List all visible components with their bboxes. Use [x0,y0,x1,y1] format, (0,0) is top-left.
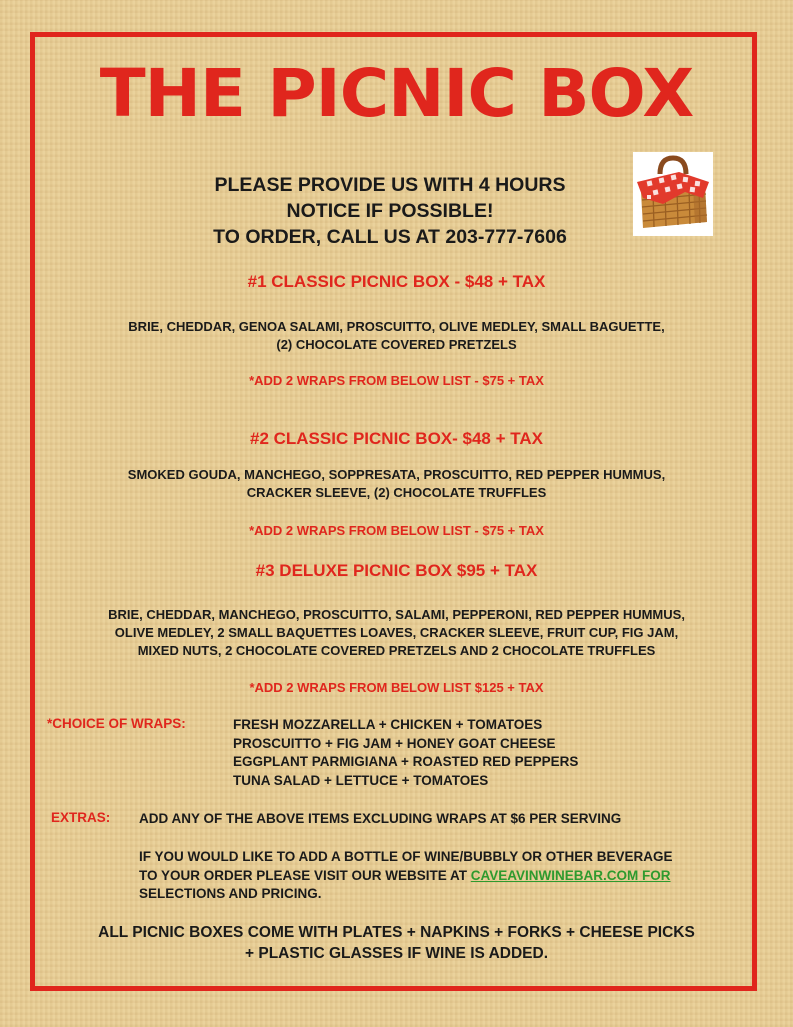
footer-note [0,922,793,964]
wine-text: IF YOU WOULD LIKE TO ADD A BOTTLE OF WINE/BUBBLY OR OTHER BEVERAGE [139,849,673,864]
wrap-item: FRESH MOZZARELLA + CHICKEN + TOMATOES [233,717,543,732]
extras-label: EXTRAS: [51,810,111,825]
wine-text: SELECTIONS AND PRICING. [139,886,322,901]
box-2-heading: #2 CLASSIC PICNIC BOX- $48 + TAX [249,429,543,448]
wraps-label: *CHOICE OF WRAPS: [47,716,186,731]
extras-text: ADD ANY OF THE ABOVE ITEMS EXCLUDING WRAPS AT $6 PER SERVING [139,811,622,826]
box-2-addon: *ADD 2 WRAPS FROM BELOW LIST - $75 + TAX [249,523,544,538]
order-phone-line: TO ORDER, CALL US AT 203-777-7606 [213,226,567,248]
wrap-item: EGGPLANT PARMIGIANA + ROASTED RED PEPPERS [233,754,579,769]
footer-line: + PLASTIC GLASSES IF WINE IS ADDED. [245,945,548,962]
items-line: BRIE, CHEDDAR, GENOA SALAMI, PROSCUITTO, OLIVE MEDLEY, SMALL BAGUETTE, [128,319,665,334]
box-1-heading: #1 CLASSIC PICNIC BOX - $48 + TAX [247,272,546,291]
items-line: (2) CHOCOLATE COVERED PRETZELS [276,337,517,352]
items-line: CRACKER SLEEVE, (2) CHOCOLATE TRUFFLES [246,485,547,500]
box-3-addon: *ADD 2 WRAPS FROM BELOW LIST $125 + TAX [249,680,544,695]
website-link[interactable]: CAVEAVINWINEBAR.COM [470,867,639,883]
footer-line: ALL PICNIC BOXES COME WITH PLATES + NAPKINS + FORKS + CHEESE PICKS [98,924,695,941]
wine-text: TO YOUR ORDER PLEASE VISIT OUR WEBSITE AT [139,867,471,883]
notice-line: NOTICE IF POSSIBLE! [286,200,494,222]
order-notice [150,172,630,250]
box-2-items [40,466,753,502]
items-line: SMOKED GOUDA, MANCHEGO, SOPPRESATA, PROSCUITTO, RED PEPPER HUMMUS, [127,467,666,482]
box-3-items [40,606,753,660]
items-line: MIXED NUTS, 2 CHOCOLATE COVERED PRETZELS AND 2 CHOCOLATE TRUFFLES [137,643,656,658]
items-line: BRIE, CHEDDAR, MANCHEGO, PROSCUITTO, SALAMI, PEPPERONI, RED PEPPER HUMMUS, [108,607,685,622]
items-line: OLIVE MEDLEY, 2 SMALL BAQUETTES LOAVES, CRACKER SLEEVE, FRUIT CUP, FIG JAM, [114,625,679,640]
notice-line: PLEASE PROVIDE US WITH 4 HOURS [214,174,566,196]
wine-text-line2 [139,867,673,886]
extras-line [139,810,621,829]
box-3-heading: #3 DELUXE PICNIC BOX $95 + TAX [255,561,538,580]
box-1-items [40,318,753,354]
wine-info [139,848,673,904]
page-title: THE PICNIC BOX [99,55,694,132]
wrap-item: TUNA SALAD + LETTUCE + TOMATOES [233,772,489,788]
box-1-addon: *ADD 2 WRAPS FROM BELOW LIST - $75 + TAX [249,373,544,388]
wrap-item: PROSCUITTO + FIG JAM + HONEY GOAT CHEESE [233,735,556,751]
wine-text: FOR [638,867,671,883]
picnic-basket-icon [633,152,713,236]
wraps-list [233,716,578,790]
